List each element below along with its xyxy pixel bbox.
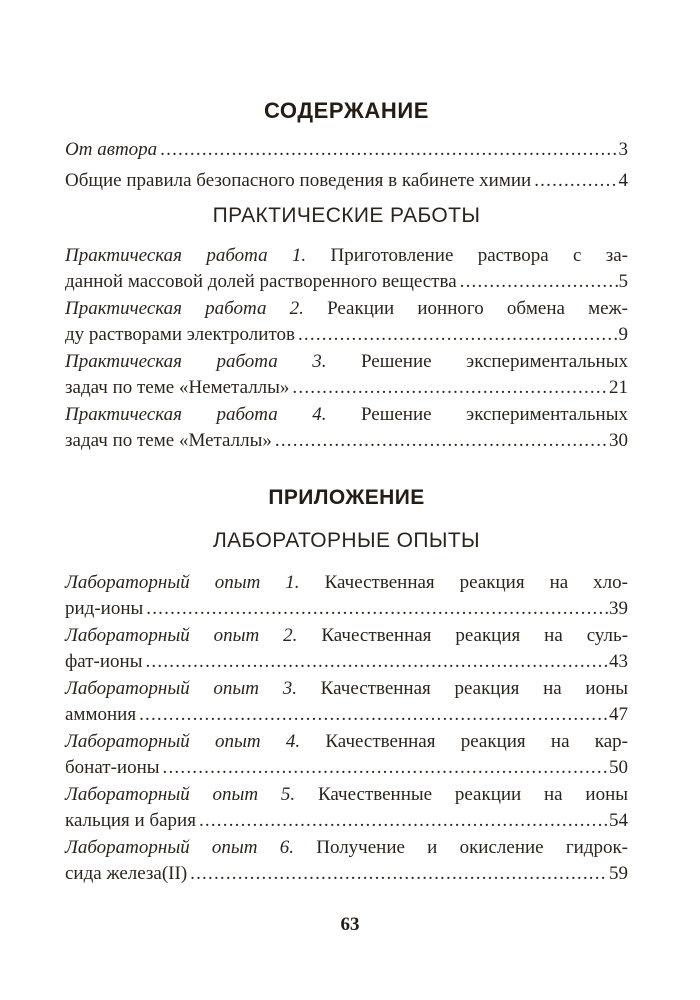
entry-page-number: 30 (609, 430, 628, 451)
dot-leader (460, 269, 618, 295)
toc-entry (65, 296, 628, 348)
dot-leader (190, 861, 608, 887)
dot-leader (160, 137, 617, 163)
dot-leader (298, 322, 618, 348)
entry-lead: Практическая работа 2. (65, 298, 304, 319)
dot-leader (199, 808, 608, 834)
section-heading-practical-works: ПРАКТИЧЕСКИЕ РАБОТЫ (212, 204, 481, 227)
entry-page-number: 3 (618, 139, 628, 160)
dot-leader (292, 375, 608, 401)
entry-text-continued: ду растворами электролитов (65, 324, 295, 345)
entry-text-continued: аммония (65, 704, 137, 725)
entry-text: Качественные реакции на ионы (317, 784, 629, 805)
entry-text: Качественная реакция на ионы (320, 678, 629, 699)
dot-leader (139, 702, 608, 728)
entry-text: Качественная реакция на хло- (324, 572, 628, 593)
toc-entry (65, 676, 628, 728)
toc-entry (65, 349, 628, 401)
entry-text-continued: фат-ионы (65, 651, 143, 672)
entry-text-continued: кальция и бария (65, 810, 196, 831)
entry-text-continued: задач по теме «Металлы» (65, 430, 272, 451)
entry-page-number: 54 (609, 810, 628, 831)
entry-lead: Лабораторный опыт 2. (65, 625, 298, 646)
dot-leader (275, 428, 608, 454)
entry-lead: Лабораторный опыт 1. (65, 572, 300, 593)
entry-text-continued: рид-ионы (65, 598, 144, 619)
dot-leader (534, 168, 617, 194)
dot-leader (145, 649, 608, 675)
entry-page-number: 43 (609, 651, 628, 672)
entry-text: Качественная реакция на суль- (321, 625, 629, 646)
entry-lead: Практическая работа 3. (65, 351, 327, 372)
page-number: 63 (340, 914, 360, 935)
entry-text-continued: бонат-ионы (65, 757, 160, 778)
entry-page-number: 59 (609, 863, 628, 884)
toc-entry (65, 137, 628, 163)
toc-entry (65, 243, 628, 295)
section-heading-appendix: ПРИЛОЖЕНИЕ (268, 486, 425, 509)
entry-text: Получение и окисление гидрок- (316, 837, 629, 858)
section-heading-lab-experiments: ЛАБОРАТОРНЫЕ ОПЫТЫ (212, 529, 481, 552)
dot-leader (146, 596, 608, 622)
entry-lead: Лабораторный опыт 3. (65, 678, 297, 699)
dot-leader (163, 755, 608, 781)
entry-text-continued: данной массовой долей растворенного вещества (65, 271, 457, 292)
contents-title: СОДЕРЖАНИЕ (263, 98, 430, 123)
entry-lead: Практическая работа 1. (65, 245, 307, 266)
entry-text: Качественная реакция на кар- (325, 731, 629, 752)
entry-page-number: 47 (609, 704, 628, 725)
toc-entry (65, 729, 628, 781)
toc-entry (65, 835, 628, 887)
entry-title: Общие правила безопасного поведения в кабинете химии (65, 170, 532, 191)
entry-title: От автора (65, 139, 158, 160)
entry-page-number: 4 (618, 170, 628, 191)
entry-text: Реакции ионного обмена меж- (327, 298, 629, 319)
entry-lead: Лабораторный опыт 4. (65, 731, 301, 752)
entry-lead: Практическая работа 4. (65, 404, 327, 425)
entry-page-number: 5 (618, 271, 628, 292)
entry-text: Приготовление раствора с за- (330, 245, 629, 266)
entry-page-number: 50 (609, 757, 628, 778)
toc-entry (65, 402, 628, 454)
entry-text-continued: сида железа(II) (65, 863, 188, 884)
toc-entry (65, 623, 628, 675)
entry-text: Решение экспериментальных (360, 351, 628, 372)
entry-text: Решение экспериментальных (360, 404, 628, 425)
entry-page-number: 21 (609, 377, 628, 398)
entry-page-number: 9 (618, 324, 628, 345)
entry-lead: Лабораторный опыт 6. (65, 837, 294, 858)
entry-text-continued: задач по теме «Неметаллы» (65, 377, 290, 398)
toc-entry (65, 168, 628, 194)
toc-entry (65, 570, 628, 622)
toc-entry (65, 782, 628, 834)
entry-lead: Лабораторный опыт 5. (65, 784, 296, 805)
entry-page-number: 39 (609, 598, 628, 619)
